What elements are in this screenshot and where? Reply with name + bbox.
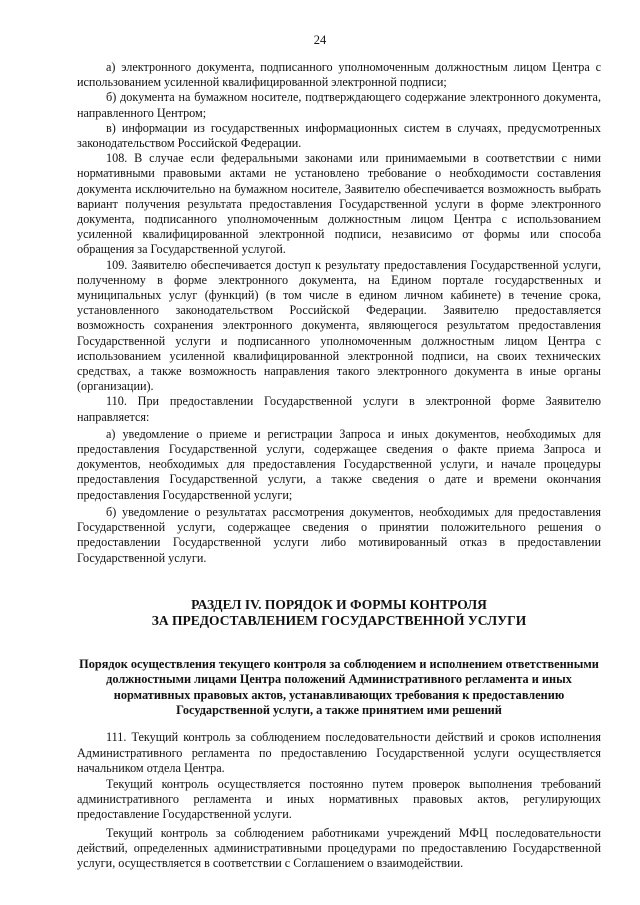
paragraph-b-paper-document: б) документа на бумажном носителе, подтверждающего содержание электронного документа, направленного Центром; [77,90,601,120]
paragraph-110: 110. При предоставлении Государственной услуги в электронной форме Заявителю направляется: [77,394,601,424]
page-number: 24 [313,33,327,47]
section-title-line-1: РАЗДЕЛ IV. ПОРЯДОК И ФОРМЫ КОНТРОЛЯ [191,596,487,612]
paragraph-mfc-control: Текущий контроль за соблюдением работниками учреждений МФЦ последовательности действий, определенных административными процедурами по предоставлению Государственной услуги, осуществляется в соответствии с Соглашением о взаимодействии. [77,825,601,870]
paragraph-c-state-info-systems: в) информации из государственных информационных систем в случаях, предусмотренных законодательством Российской Федерации. [77,120,601,151]
paragraph-110-b: б) уведомление о результатах рассмотрения документов, необходимых для предоставления Государственной услуги, содержащее сведения о принятии положительного решения о предоставлении Государственной услуги либо мотивированный отказ в предоставлении Государственной услуги. [77,504,601,565]
subsection-title: Порядок осуществления текущего контроля за соблюдением и исполнением ответственными должностными лицами Центра положений Административного регламента и иных нормативных правовых актов, устанавливающих требования к предоставлению Государственной услуги, а также принятием ими решений [79,656,599,717]
section-title-line-2: ЗА ПРЕДОСТАВЛЕНИЕМ ГОСУДАРСТВЕННОЙ УСЛУГИ [151,612,527,628]
paragraph-110-a: а) уведомление о приеме и регистрации Запроса и иных документов, необходимых для предоставления Государственной услуги, содержащее сведения о факте приема Запроса и документов, необходимых для предоставления Государственной услуги, и начале процедуры предоставления Государственной услуги, а также сведения о дате и времени окончания предоставления Государственной услуги; [77,426,601,502]
paragraph-111: 111. Текущий контроль за соблюдением последовательности действий и сроков исполнения Административного регламента по предоставлению Государственной услуги осуществляется начальником отдела Центра. [77,730,601,775]
page-content [77,60,601,871]
paragraph-109: 109. Заявителю обеспечивается доступ к результату предоставления Государственной услуги, полученному в форме электронного документа, на Едином портале государственных и муниципальных услуг (функций) (в том числе в едином личном кабинете) в течение срока, установленного законодательством Российской Федерации. Заявителю предоставляется возможность сохранения электронного документа, являющегося результатом предоставления Государственной услуги и подписанного уполномоченным должностным лицом Центра с использованием усиленной квалифицированной электронной подписи, на своих технических средствах, а также возможность направления такого электронного документа в иные органы (организации). [77,257,601,394]
section-title [77,597,601,629]
paragraph-current-control: Текущий контроль осуществляется постоянно путем проверок выполнения требований административного регламента и иных нормативных правовых актов, регулирующих предоставление Государственной услуги. [77,776,601,822]
paragraph-108: 108. В случае если федеральными законами или принимаемыми в соответствии с ними нормативными правовыми актами не установлено требование о необходимости составления документа исключительно на бумажном носителе, Заявителю обеспечивается возможность выбрать вариант получения результата предоставления Государственной услуги в форме электронного документа, подписанного уполномоченным должностным лицом Центра с использованием усиленной квалифицированной электронной подписи, независимо от формы или способа обращения за Государственной услугой. [77,151,601,257]
paragraph-a-electronic-document: а) электронного документа, подписанного уполномоченным должностным лицом Центра с использованием усиленной квалифицированной электронной подписи; [77,60,601,90]
